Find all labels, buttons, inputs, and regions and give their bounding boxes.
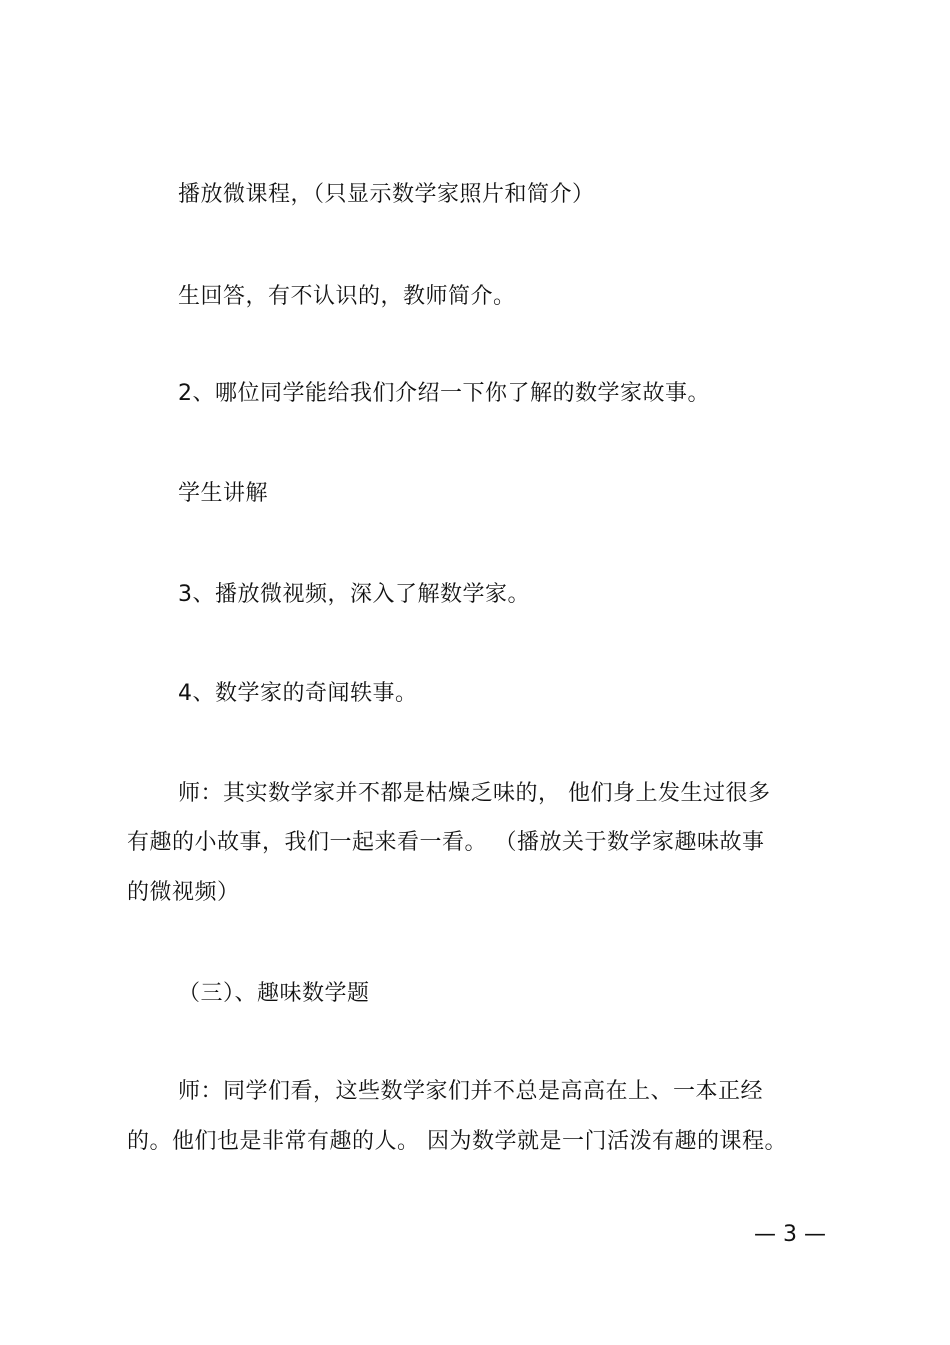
paragraph-teacher-2-line-2: 的。他们也是非常有趣的人。 因为数学就是一门活泼有趣的课程。: [127, 1129, 787, 1154]
section-heading-fun-math: （三）、趣味数学题: [178, 981, 370, 1006]
paragraph-teacher-2-line-1: 师：同学们看，这些数学家们并不总是高高在上、一本正经: [178, 1079, 764, 1104]
paragraph-item-4: 4、数学家的奇闻轶事。: [178, 681, 418, 706]
paragraph-student-answer: 生回答，有不认识的，教师简介。: [178, 284, 516, 309]
page-number: — 3 —: [754, 1222, 826, 1247]
paragraph-teacher-1-line-3: 的微视频）: [127, 880, 240, 905]
paragraph-teacher-1-line-2: 有趣的小故事，我们一起来看一看。 （播放关于数学家趣味故事: [127, 830, 765, 855]
paragraph-item-3: 3、播放微视频，深入了解数学家。: [178, 582, 530, 607]
paragraph-item-2: 2、哪位同学能给我们介绍一下你了解的数学家故事。: [178, 381, 710, 406]
paragraph-play-micro-course: 播放微课程，（只显示数学家照片和简介）: [178, 182, 595, 207]
paragraph-teacher-1-line-1: 师：其实数学家并不都是枯燥乏味的， 他们身上发生过很多: [178, 781, 771, 806]
paragraph-student-explain: 学生讲解: [178, 481, 269, 506]
